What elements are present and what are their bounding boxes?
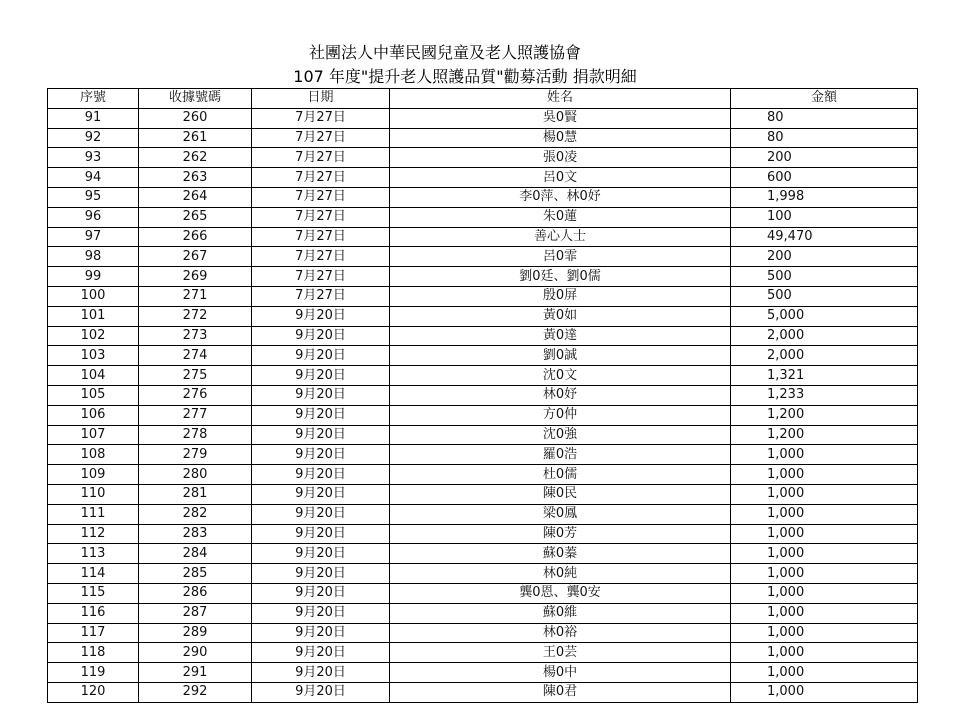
table-row [48,227,918,247]
sequence-cell: 105 [48,385,139,405]
amount-cell: 1,000 [731,603,918,623]
date-cell: 7月27日 [252,128,390,148]
table-row [48,465,918,485]
date-cell: 7月27日 [252,148,390,168]
sequence-cell: 95 [48,187,139,207]
date-cell: 9月20日 [252,504,390,524]
date-cell: 9月20日 [252,682,390,702]
table-row [48,663,918,683]
amount-cell: 500 [731,267,918,287]
amount-cell: 1,000 [731,682,918,702]
receipt-number-cell: 275 [139,366,252,386]
organization-title: 社團法人中華民國兒童及老人照護協會 [308,43,581,62]
amount-cell: 80 [731,108,918,128]
name-cell: 林0裕 [390,623,731,643]
receipt-number-cell: 261 [139,128,252,148]
amount-cell: 80 [731,128,918,148]
amount-cell: 1,321 [731,366,918,386]
amount-cell: 100 [731,207,918,227]
name-cell: 善心人士 [390,227,731,247]
donation-table [47,88,918,703]
amount-cell: 600 [731,168,918,188]
amount-cell: 5,000 [731,306,918,326]
column-header-sequence: 序號 [48,89,139,109]
amount-cell: 200 [731,148,918,168]
date-cell: 9月20日 [252,326,390,346]
sequence-cell: 98 [48,247,139,267]
sequence-cell: 96 [48,207,139,227]
receipt-number-cell: 292 [139,682,252,702]
date-cell: 9月20日 [252,544,390,564]
date-cell: 7月27日 [252,267,390,287]
amount-cell: 2,000 [731,326,918,346]
table-row [48,286,918,306]
receipt-number-cell: 280 [139,465,252,485]
column-header-name: 姓名 [390,89,731,109]
amount-cell: 1,200 [731,405,918,425]
sequence-cell: 110 [48,484,139,504]
name-cell: 黃0達 [390,326,731,346]
table-row [48,544,918,564]
table-row [48,425,918,445]
document-subtitle: 107 年度"提升老人照護品質"勸募活動 捐款明細 [293,67,637,86]
table-row [48,108,918,128]
amount-cell: 1,000 [731,643,918,663]
sequence-cell: 113 [48,544,139,564]
sequence-cell: 104 [48,366,139,386]
date-cell: 7月27日 [252,168,390,188]
name-cell: 杜0儒 [390,465,731,485]
table-row [48,603,918,623]
name-cell: 林0純 [390,564,731,584]
date-cell: 9月20日 [252,643,390,663]
sequence-cell: 107 [48,425,139,445]
column-header-amount: 金額 [731,89,918,109]
name-cell: 劉0誠 [390,346,731,366]
name-cell: 黃0如 [390,306,731,326]
table-row [48,207,918,227]
amount-cell: 500 [731,286,918,306]
name-cell: 殷0屏 [390,286,731,306]
receipt-number-cell: 284 [139,544,252,564]
table-row [48,484,918,504]
name-cell: 方0仲 [390,405,731,425]
name-cell: 沈0文 [390,366,731,386]
receipt-number-cell: 269 [139,267,252,287]
date-cell: 9月20日 [252,524,390,544]
sequence-cell: 101 [48,306,139,326]
sequence-cell: 108 [48,445,139,465]
table-row [48,148,918,168]
sequence-cell: 120 [48,682,139,702]
table-row [48,445,918,465]
date-cell: 9月20日 [252,663,390,683]
sequence-cell: 112 [48,524,139,544]
amount-cell: 1,000 [731,504,918,524]
name-cell: 林0妤 [390,385,731,405]
sequence-cell: 94 [48,168,139,188]
amount-cell: 1,000 [731,583,918,603]
name-cell: 沈0強 [390,425,731,445]
table-row [48,623,918,643]
sequence-cell: 97 [48,227,139,247]
sequence-cell: 103 [48,346,139,366]
receipt-number-cell: 260 [139,108,252,128]
receipt-number-cell: 291 [139,663,252,683]
sequence-cell: 119 [48,663,139,683]
receipt-number-cell: 277 [139,405,252,425]
sequence-cell: 109 [48,465,139,485]
date-cell: 9月20日 [252,465,390,485]
table-row [48,346,918,366]
date-cell: 9月20日 [252,583,390,603]
table-row [48,247,918,267]
date-cell: 7月27日 [252,227,390,247]
receipt-number-cell: 266 [139,227,252,247]
receipt-number-cell: 286 [139,583,252,603]
table-row [48,405,918,425]
date-cell: 7月27日 [252,187,390,207]
table-row [48,643,918,663]
receipt-number-cell: 274 [139,346,252,366]
receipt-number-cell: 287 [139,603,252,623]
amount-cell: 1,200 [731,425,918,445]
receipt-number-cell: 283 [139,524,252,544]
receipt-number-cell: 278 [139,425,252,445]
table-row [48,524,918,544]
receipt-number-cell: 282 [139,504,252,524]
sequence-cell: 99 [48,267,139,287]
name-cell: 梁0鳳 [390,504,731,524]
date-cell: 9月20日 [252,623,390,643]
date-cell: 9月20日 [252,564,390,584]
date-cell: 9月20日 [252,385,390,405]
amount-cell: 1,000 [731,544,918,564]
receipt-number-cell: 262 [139,148,252,168]
receipt-number-cell: 265 [139,207,252,227]
sequence-cell: 117 [48,623,139,643]
sequence-cell: 106 [48,405,139,425]
sequence-cell: 116 [48,603,139,623]
name-cell: 王0芸 [390,643,731,663]
name-cell: 龔0恩、龔0安 [390,583,731,603]
table-row [48,583,918,603]
date-cell: 9月20日 [252,425,390,445]
name-cell: 劉0廷、劉0儒 [390,267,731,287]
amount-cell: 1,000 [731,564,918,584]
column-header-date: 日期 [252,89,390,109]
date-cell: 7月27日 [252,108,390,128]
date-cell: 7月27日 [252,247,390,267]
receipt-number-cell: 279 [139,445,252,465]
date-cell: 9月20日 [252,445,390,465]
amount-cell: 1,998 [731,187,918,207]
receipt-number-cell: 289 [139,623,252,643]
amount-cell: 1,233 [731,385,918,405]
receipt-number-cell: 281 [139,484,252,504]
name-cell: 呂0霏 [390,247,731,267]
date-cell: 9月20日 [252,366,390,386]
name-cell: 張0凌 [390,148,731,168]
amount-cell: 2,000 [731,346,918,366]
table-row [48,128,918,148]
date-cell: 9月20日 [252,346,390,366]
name-cell: 李0萍、林0妤 [390,187,731,207]
sequence-cell: 114 [48,564,139,584]
receipt-number-cell: 272 [139,306,252,326]
receipt-number-cell: 285 [139,564,252,584]
table-row [48,385,918,405]
date-cell: 7月27日 [252,207,390,227]
table-header-row [48,89,918,109]
table-row [48,564,918,584]
sequence-cell: 92 [48,128,139,148]
name-cell: 陳0君 [390,682,731,702]
column-header-receipt-number: 收據號碼 [139,89,252,109]
sequence-cell: 91 [48,108,139,128]
sequence-cell: 93 [48,148,139,168]
name-cell: 朱0蓮 [390,207,731,227]
sequence-cell: 100 [48,286,139,306]
amount-cell: 49,470 [731,227,918,247]
amount-cell: 1,000 [731,524,918,544]
receipt-number-cell: 273 [139,326,252,346]
table-row [48,168,918,188]
name-cell: 陳0民 [390,484,731,504]
receipt-number-cell: 276 [139,385,252,405]
name-cell: 蘇0維 [390,603,731,623]
amount-cell: 1,000 [731,465,918,485]
date-cell: 9月20日 [252,603,390,623]
amount-cell: 1,000 [731,663,918,683]
sequence-cell: 115 [48,583,139,603]
date-cell: 9月20日 [252,405,390,425]
amount-cell: 1,000 [731,484,918,504]
amount-cell: 200 [731,247,918,267]
table-row [48,366,918,386]
amount-cell: 1,000 [731,623,918,643]
date-cell: 9月20日 [252,484,390,504]
table-row [48,306,918,326]
sequence-cell: 111 [48,504,139,524]
sequence-cell: 102 [48,326,139,346]
table-row [48,326,918,346]
name-cell: 陳0芳 [390,524,731,544]
date-cell: 9月20日 [252,306,390,326]
table-row [48,504,918,524]
table-body [48,108,918,702]
receipt-number-cell: 267 [139,247,252,267]
name-cell: 羅0浩 [390,445,731,465]
name-cell: 蘇0蓁 [390,544,731,564]
receipt-number-cell: 264 [139,187,252,207]
receipt-number-cell: 271 [139,286,252,306]
receipt-number-cell: 263 [139,168,252,188]
sequence-cell: 118 [48,643,139,663]
name-cell: 楊0慧 [390,128,731,148]
name-cell: 楊0中 [390,663,731,683]
table-row [48,267,918,287]
name-cell: 吳0賢 [390,108,731,128]
amount-cell: 1,000 [731,445,918,465]
date-cell: 7月27日 [252,286,390,306]
name-cell: 呂0文 [390,168,731,188]
table-row [48,187,918,207]
table-row [48,682,918,702]
receipt-number-cell: 290 [139,643,252,663]
